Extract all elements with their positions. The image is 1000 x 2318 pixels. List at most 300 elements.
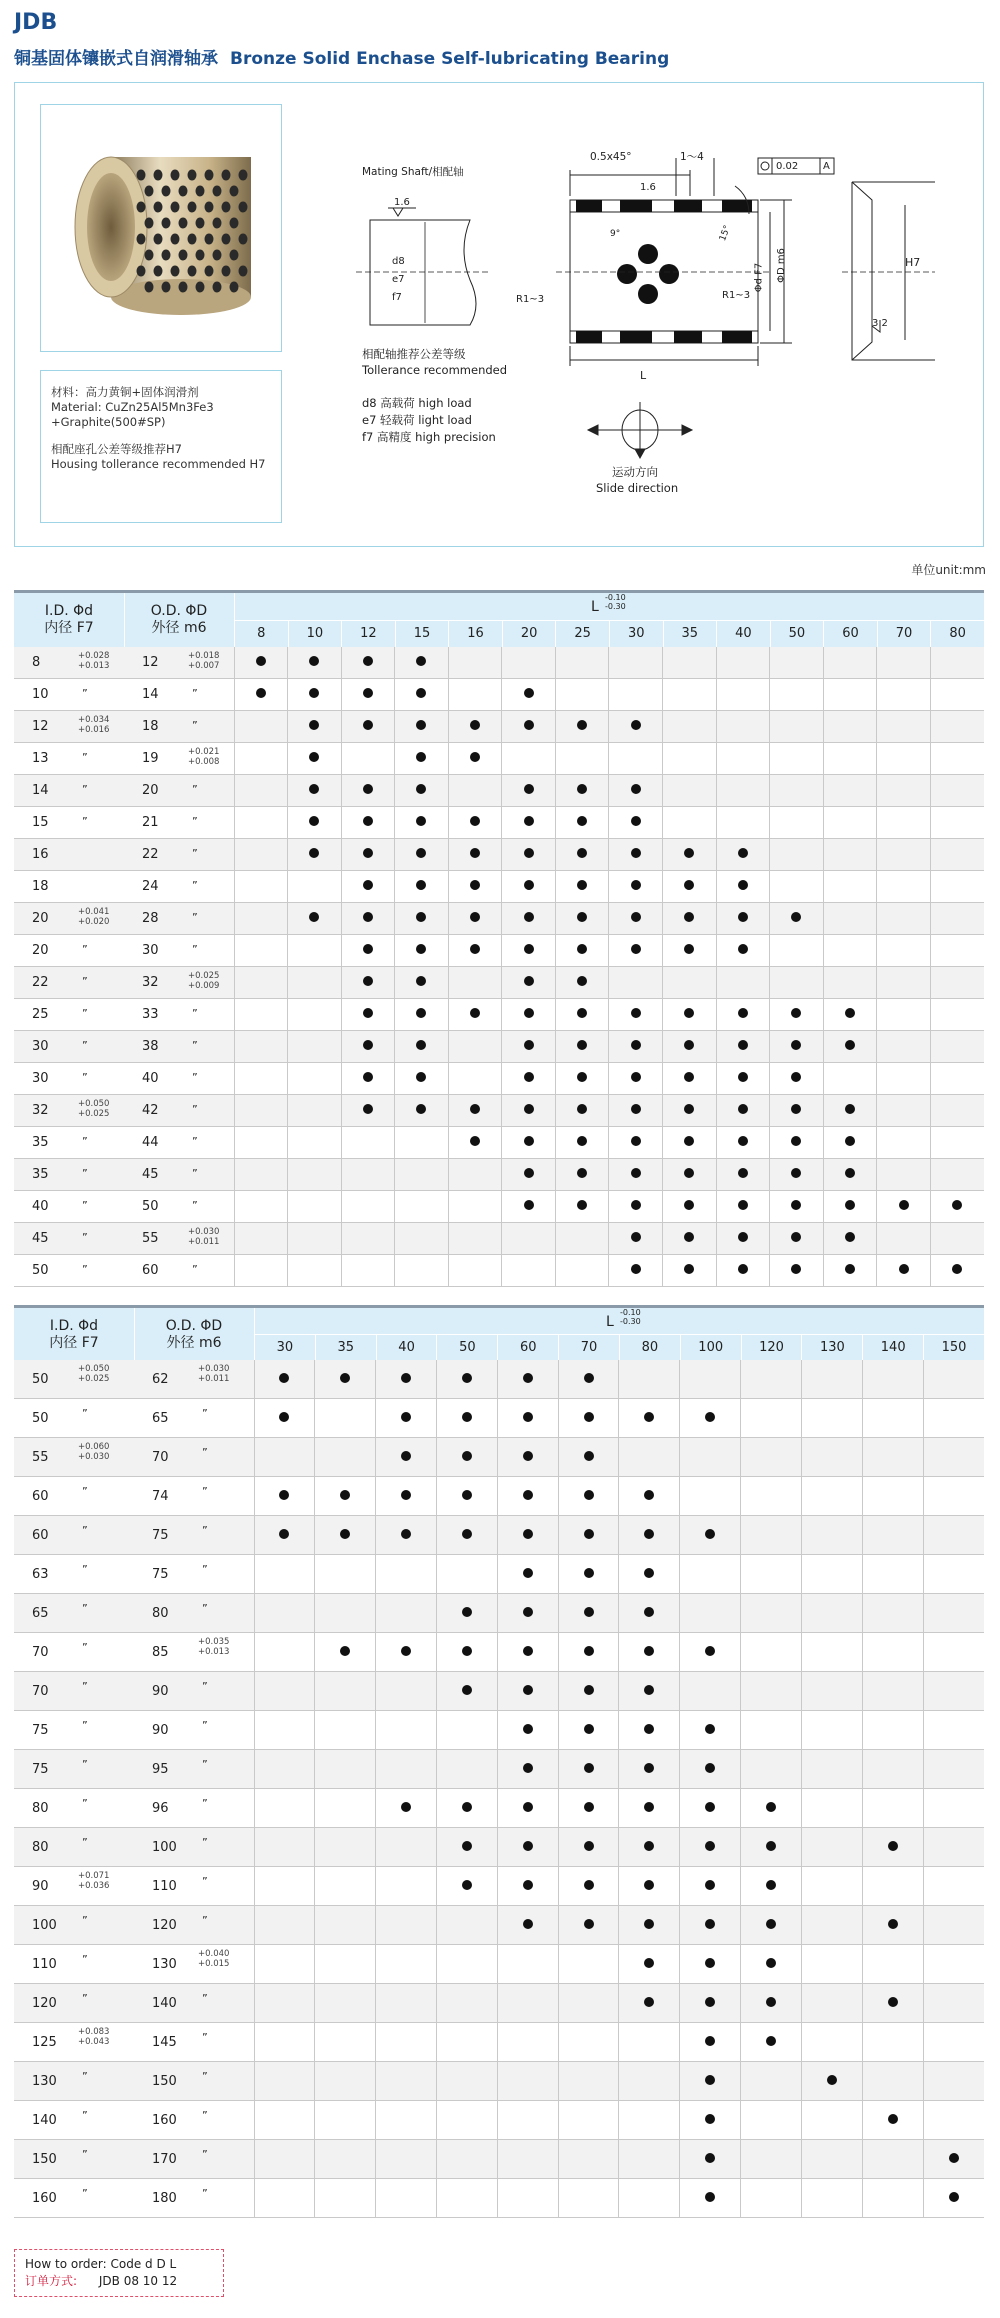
tolerance-value: +0.050 +0.025 (78, 1099, 110, 1119)
available-dot-icon (705, 1763, 715, 1773)
length-availability-cell (448, 967, 502, 999)
length-availability-cell (663, 775, 717, 807)
inner-diameter-value: 12 (32, 719, 49, 734)
length-availability-cell (395, 679, 449, 711)
available-dot-icon (524, 1200, 534, 1210)
outer-diameter-cell (134, 1711, 254, 1750)
length-availability-cell (619, 1594, 680, 1633)
length-availability-cell (862, 1477, 923, 1516)
available-dot-icon (470, 1008, 480, 1018)
available-dot-icon (705, 2114, 715, 2124)
ditto-mark: ” (192, 847, 198, 860)
length-availability-cell (502, 935, 556, 967)
length-availability-cell (609, 871, 663, 903)
ditto-mark: ” (192, 1103, 198, 1116)
length-availability-cell (619, 1750, 680, 1789)
length-availability-cell (862, 1438, 923, 1477)
length-availability-cell (923, 1750, 984, 1789)
length-availability-cell (254, 2023, 315, 2062)
length-availability-cell (234, 999, 288, 1031)
table-row (14, 1789, 984, 1828)
length-availability-cell (741, 1360, 802, 1399)
length-availability-cell (770, 743, 824, 775)
available-dot-icon (791, 1200, 801, 1210)
length-availability-cell (930, 743, 984, 775)
length-availability-cell (502, 775, 556, 807)
available-dot-icon (584, 1490, 594, 1500)
outer-diameter-value: 42 (142, 1103, 159, 1118)
available-dot-icon (416, 1072, 426, 1082)
length-availability-cell (663, 1223, 717, 1255)
length-availability-cell (436, 2140, 497, 2179)
ditto-mark: ” (202, 1836, 208, 1849)
available-dot-icon (738, 944, 748, 954)
length-availability-cell (497, 2062, 558, 2101)
length-availability-cell (436, 1789, 497, 1828)
length-availability-cell (497, 1399, 558, 1438)
available-dot-icon (631, 1200, 641, 1210)
length-availability-cell (254, 1633, 315, 1672)
length-availability-cell (376, 1984, 437, 2023)
length-availability-cell (823, 903, 877, 935)
length-availability-cell (376, 1594, 437, 1633)
inner-diameter-cell (14, 2179, 134, 2218)
outer-diameter-cell (124, 1223, 234, 1255)
table1-id-label-en: I.D. Φd (44, 603, 94, 619)
tolerance-value: +0.040 +0.015 (198, 1949, 230, 1969)
inner-diameter-cell (14, 1255, 124, 1287)
inner-diameter-cell (14, 1633, 134, 1672)
available-dot-icon (363, 976, 373, 986)
available-dot-icon (644, 1997, 654, 2007)
h7-label: H7 (905, 256, 921, 269)
phi-d-label: Φd F7 (753, 262, 765, 293)
length-availability-cell (741, 1984, 802, 2023)
inner-diameter-cell (14, 2101, 134, 2140)
length-availability-cell (680, 1672, 741, 1711)
available-dot-icon (631, 1040, 641, 1050)
length-header-cell: 10 (288, 621, 342, 647)
tolerance-value: +0.021 +0.008 (188, 747, 220, 767)
available-dot-icon (631, 848, 641, 858)
length-availability-cell (923, 1672, 984, 1711)
available-dot-icon (705, 1997, 715, 2007)
available-dot-icon (631, 816, 641, 826)
ditto-mark: ” (82, 975, 88, 988)
ditto-mark: ” (192, 1199, 198, 1212)
length-availability-cell (558, 2140, 619, 2179)
table1-id-header (14, 603, 124, 637)
length-availability-cell (923, 1555, 984, 1594)
length-availability-cell (395, 1191, 449, 1223)
inner-diameter-cell (14, 1159, 124, 1191)
tolerance-value: +0.034 +0.016 (78, 715, 110, 735)
length-availability-cell (877, 1159, 931, 1191)
inner-diameter-value: 90 (32, 1878, 49, 1894)
length-availability-cell (930, 711, 984, 743)
table-row (14, 647, 984, 679)
inner-diameter-value: 30 (32, 1039, 49, 1054)
length-availability-cell (254, 1828, 315, 1867)
length-availability-cell (663, 999, 717, 1031)
available-dot-icon (523, 1412, 533, 1422)
ditto-mark: ” (192, 1007, 198, 1020)
length-availability-cell (930, 1063, 984, 1095)
length-availability-cell (663, 903, 717, 935)
available-dot-icon (363, 1008, 373, 1018)
length-availability-cell (609, 1095, 663, 1127)
available-dot-icon (416, 976, 426, 986)
length-availability-cell (619, 2140, 680, 2179)
length-availability-cell (619, 2062, 680, 2101)
available-dot-icon (401, 1646, 411, 1656)
length-availability-cell (288, 1223, 342, 1255)
length-availability-cell (288, 743, 342, 775)
table1-L-label: L -0.10 -0.30 (591, 593, 626, 615)
length-availability-cell (680, 2062, 741, 2101)
ditto-mark: ” (202, 2187, 208, 2200)
length-availability-cell (923, 1477, 984, 1516)
shaft-e7: e7 (392, 274, 405, 285)
length-availability-cell (877, 711, 931, 743)
table-row (14, 1477, 984, 1516)
outer-diameter-value: 19 (142, 751, 159, 766)
length-availability-cell (558, 1984, 619, 2023)
length-availability-cell (376, 1945, 437, 1984)
tolerance-value: +0.035 +0.013 (198, 1637, 230, 1657)
length-header-cell: 12 (341, 621, 395, 647)
length-availability-cell (376, 2179, 437, 2218)
available-dot-icon (705, 1802, 715, 1812)
available-dot-icon (644, 1724, 654, 1734)
length-availability-cell (663, 807, 717, 839)
ditto-mark: ” (82, 751, 88, 764)
length-availability-cell (376, 1789, 437, 1828)
available-dot-icon (584, 1412, 594, 1422)
length-availability-cell (436, 1555, 497, 1594)
outer-diameter-value: 28 (142, 911, 159, 926)
length-header-cell: 100 (680, 1335, 741, 1361)
length-availability-cell (497, 1711, 558, 1750)
length-availability-cell (663, 1031, 717, 1063)
available-dot-icon (524, 912, 534, 922)
length-header-cell: 150 (923, 1335, 984, 1361)
length-availability-cell (930, 1095, 984, 1127)
available-dot-icon (524, 1104, 534, 1114)
length-availability-cell (288, 871, 342, 903)
inner-diameter-value: 50 (32, 1410, 49, 1426)
available-dot-icon (631, 1264, 641, 1274)
length-availability-cell (801, 2023, 862, 2062)
length-availability-cell (254, 2101, 315, 2140)
length-availability-cell (341, 775, 395, 807)
table-row (14, 1399, 984, 1438)
available-dot-icon (340, 1646, 350, 1656)
length-availability-cell (558, 1360, 619, 1399)
outer-diameter-value: 60 (142, 1263, 159, 1278)
inner-diameter-cell (14, 679, 124, 711)
outer-diameter-cell (124, 1127, 234, 1159)
table-row (14, 1255, 984, 1287)
available-dot-icon (631, 880, 641, 890)
inner-diameter-value: 63 (32, 1566, 49, 1582)
length-availability-cell (770, 871, 824, 903)
length-availability-cell (502, 999, 556, 1031)
ditto-mark: ” (202, 1758, 208, 1771)
ditto-mark: ” (82, 1407, 88, 1420)
ditto-mark: ” (82, 1199, 88, 1212)
available-dot-icon (644, 1646, 654, 1656)
length-availability-cell (395, 999, 449, 1031)
length-availability-cell (395, 903, 449, 935)
unit-label: 单位unit:mm (911, 563, 986, 577)
available-dot-icon (523, 1529, 533, 1539)
available-dot-icon (416, 944, 426, 954)
ditto-mark: ” (202, 1992, 208, 2005)
outer-diameter-cell (124, 647, 234, 679)
available-dot-icon (309, 720, 319, 730)
table-row (14, 1555, 984, 1594)
outer-diameter-value: 85 (152, 1644, 169, 1660)
length-availability-cell (341, 967, 395, 999)
length-availability-cell (234, 647, 288, 679)
length-availability-cell (315, 2023, 376, 2062)
ditto-mark: ” (192, 1135, 198, 1148)
available-dot-icon (401, 1451, 411, 1461)
outer-diameter-cell (134, 2101, 254, 2140)
available-dot-icon (523, 1763, 533, 1773)
table-row (14, 1750, 984, 1789)
length-availability-cell (609, 935, 663, 967)
available-dot-icon (524, 1168, 534, 1178)
length-availability-cell (234, 1255, 288, 1287)
available-dot-icon (523, 1568, 533, 1578)
length-availability-cell (448, 1223, 502, 1255)
available-dot-icon (416, 784, 426, 794)
available-dot-icon (524, 944, 534, 954)
length-availability-cell (448, 1159, 502, 1191)
inner-diameter-cell (14, 1127, 124, 1159)
available-dot-icon (470, 944, 480, 954)
table2-L-tol-lower: -0.30 (620, 1317, 641, 1326)
length-availability-cell (877, 647, 931, 679)
inner-diameter-cell (14, 2062, 134, 2101)
length-availability-cell (663, 711, 717, 743)
length-availability-cell (619, 2179, 680, 2218)
length-availability-cell (923, 1438, 984, 1477)
table1-od-header (124, 603, 234, 637)
length-availability-cell (930, 999, 984, 1031)
outer-diameter-cell (134, 1789, 254, 1828)
length-availability-cell (555, 1095, 609, 1127)
length-availability-cell (741, 1633, 802, 1672)
table2-od-label-en: O.D. ΦD (165, 1318, 223, 1334)
length-availability-cell (315, 1672, 376, 1711)
available-dot-icon (279, 1490, 289, 1500)
length-availability-cell (619, 1945, 680, 1984)
technical-drawing (0, 0, 1000, 560)
available-dot-icon (577, 816, 587, 826)
length-availability-cell (254, 2062, 315, 2101)
length-availability-cell (502, 871, 556, 903)
length-availability-cell (741, 2023, 802, 2062)
length-availability-cell (801, 1555, 862, 1594)
length-availability-cell (448, 1127, 502, 1159)
length-availability-cell (448, 999, 502, 1031)
available-dot-icon (952, 1264, 962, 1274)
inner-diameter-cell (14, 1789, 134, 1828)
inner-diameter-cell (14, 903, 124, 935)
length-availability-cell (234, 839, 288, 871)
outer-diameter-value: 12 (142, 655, 159, 670)
ditto-mark: ” (82, 1680, 88, 1693)
length-availability-cell (555, 1031, 609, 1063)
available-dot-icon (416, 720, 426, 730)
length-availability-cell (315, 1555, 376, 1594)
length-availability-cell (663, 679, 717, 711)
available-dot-icon (523, 1373, 533, 1383)
available-dot-icon (631, 784, 641, 794)
outer-diameter-value: 75 (152, 1527, 169, 1543)
length-availability-cell (609, 1191, 663, 1223)
length-availability-cell (558, 1945, 619, 1984)
length-availability-cell (716, 1191, 770, 1223)
available-dot-icon (523, 1607, 533, 1617)
available-dot-icon (470, 816, 480, 826)
length-availability-cell (877, 1255, 931, 1287)
length-availability-cell (619, 1789, 680, 1828)
available-dot-icon (416, 1008, 426, 1018)
length-availability-cell (395, 1063, 449, 1095)
length-availability-cell (801, 2062, 862, 2101)
length-availability-cell (862, 1945, 923, 1984)
ditto-mark: ” (82, 1563, 88, 1576)
length-availability-cell (801, 1828, 862, 1867)
length-availability-cell (502, 1255, 556, 1287)
available-dot-icon (470, 1104, 480, 1114)
length-availability-cell (923, 1594, 984, 1633)
available-dot-icon (577, 720, 587, 730)
length-availability-cell (680, 1633, 741, 1672)
available-dot-icon (631, 1168, 641, 1178)
available-dot-icon (738, 1008, 748, 1018)
length-availability-cell (341, 711, 395, 743)
length-availability-cell (619, 1711, 680, 1750)
available-dot-icon (791, 1232, 801, 1242)
length-availability-cell (930, 1159, 984, 1191)
length-header-cell: 130 (801, 1335, 862, 1361)
available-dot-icon (524, 816, 534, 826)
length-availability-cell (770, 1127, 824, 1159)
length-availability-cell (619, 1555, 680, 1594)
ditto-mark: ” (82, 1167, 88, 1180)
length-availability-cell (680, 1711, 741, 1750)
length-availability-cell (497, 1750, 558, 1789)
available-dot-icon (684, 1104, 694, 1114)
length-availability-cell (663, 1159, 717, 1191)
length-availability-cell (930, 935, 984, 967)
length-availability-cell (436, 1672, 497, 1711)
length-availability-cell (254, 1984, 315, 2023)
length-availability-cell (341, 679, 395, 711)
available-dot-icon (577, 848, 587, 858)
outer-diameter-cell (134, 1906, 254, 1945)
outer-diameter-cell (134, 1360, 254, 1399)
available-dot-icon (363, 656, 373, 666)
available-dot-icon (577, 1168, 587, 1178)
length-availability-cell (395, 839, 449, 871)
ditto-mark: ” (82, 2109, 88, 2122)
outer-diameter-cell (134, 2023, 254, 2062)
available-dot-icon (363, 816, 373, 826)
inner-diameter-cell (14, 839, 124, 871)
inner-diameter-cell (14, 1828, 134, 1867)
length-availability-cell (877, 1127, 931, 1159)
length-availability-cell (619, 1867, 680, 1906)
inner-diameter-value: 22 (32, 975, 49, 990)
tolerance-value: +0.030 +0.011 (198, 1364, 230, 1384)
length-availability-cell (716, 1031, 770, 1063)
length-availability-cell (716, 647, 770, 679)
length-availability-cell (315, 1984, 376, 2023)
material-en: Material: CuZn25Al5Mn3Fe3 (51, 400, 214, 414)
length-availability-cell (823, 967, 877, 999)
length-availability-cell (801, 1516, 862, 1555)
ditto-mark: ” (82, 815, 88, 828)
length-availability-cell (315, 1477, 376, 1516)
inner-diameter-cell (14, 1984, 134, 2023)
inner-diameter-cell (14, 2023, 134, 2062)
available-dot-icon (766, 2036, 776, 2046)
length-header-cell: 120 (741, 1335, 802, 1361)
available-dot-icon (899, 1264, 909, 1274)
length-availability-cell (770, 679, 824, 711)
length-availability-cell (341, 1127, 395, 1159)
length-availability-cell (716, 743, 770, 775)
inner-diameter-value: 125 (32, 2034, 57, 2050)
table-row (14, 1633, 984, 1672)
outer-diameter-cell (134, 1672, 254, 1711)
outer-diameter-value: 70 (152, 1449, 169, 1465)
inner-diameter-cell (14, 1516, 134, 1555)
available-dot-icon (577, 1040, 587, 1050)
inner-diameter-cell (14, 1906, 134, 1945)
available-dot-icon (309, 816, 319, 826)
available-dot-icon (705, 1646, 715, 1656)
length-availability-cell (823, 807, 877, 839)
length-availability-cell (609, 1223, 663, 1255)
length-availability-cell (315, 1633, 376, 1672)
ditto-mark: ” (82, 1914, 88, 1927)
available-dot-icon (401, 1373, 411, 1383)
outer-diameter-cell (134, 1516, 254, 1555)
length-availability-cell (254, 1789, 315, 1828)
available-dot-icon (684, 912, 694, 922)
available-dot-icon (631, 1008, 641, 1018)
length-availability-cell (680, 1399, 741, 1438)
outer-diameter-cell (134, 1867, 254, 1906)
length-availability-cell (436, 2179, 497, 2218)
length-availability-cell (497, 2101, 558, 2140)
ditto-mark: ” (82, 1953, 88, 1966)
length-availability-cell (497, 1984, 558, 2023)
available-dot-icon (524, 976, 534, 986)
available-dot-icon (524, 720, 534, 730)
available-dot-icon (416, 688, 426, 698)
length-availability-cell (502, 647, 556, 679)
available-dot-icon (309, 688, 319, 698)
outer-diameter-value: 90 (152, 1683, 169, 1699)
